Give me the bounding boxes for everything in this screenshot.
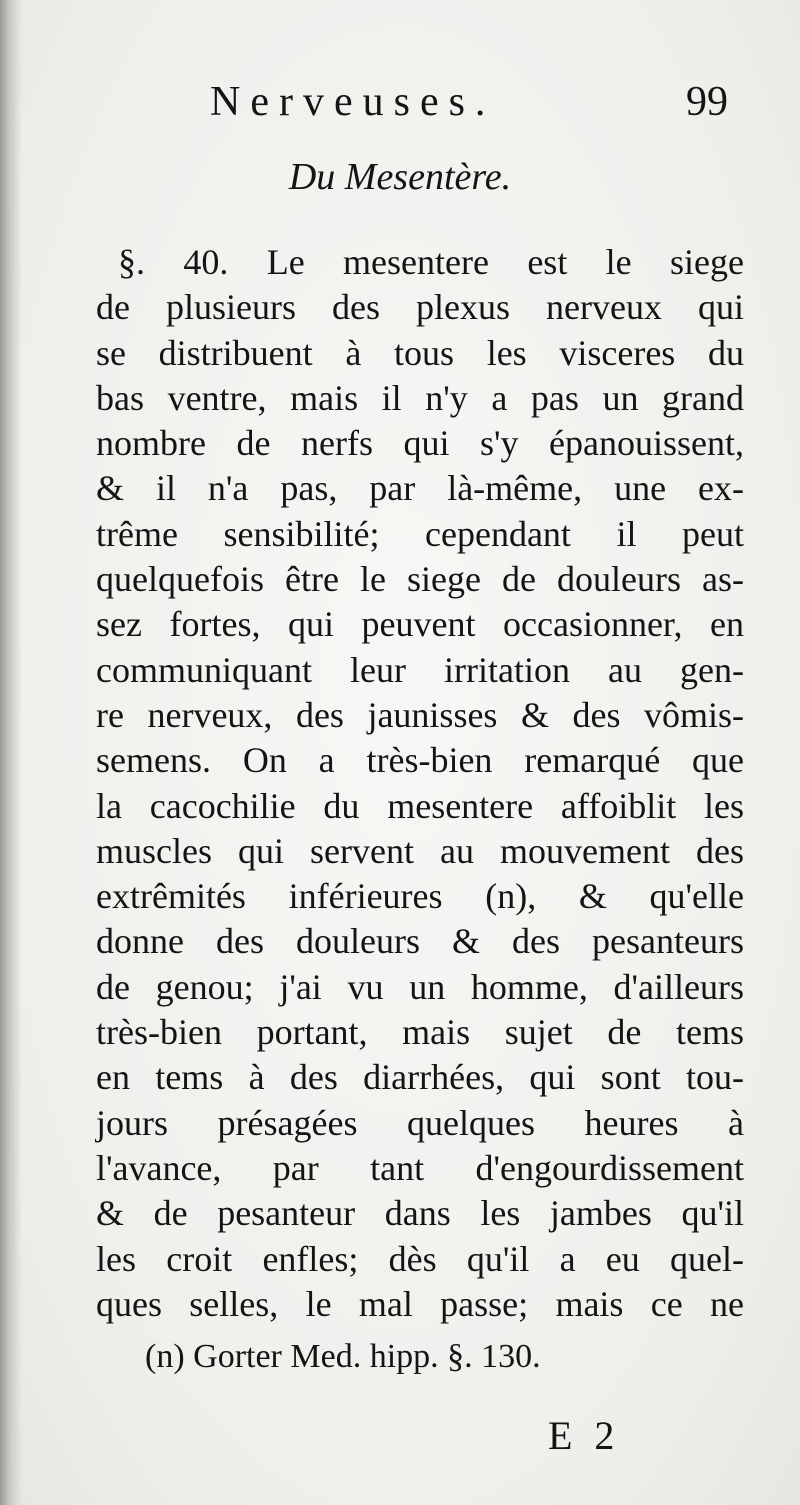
- text-line: communiquant leur irritation au gen-: [96, 649, 744, 690]
- text-line: se distribuent à tous les visceres du: [96, 332, 744, 373]
- running-head: Nerveuses.: [210, 79, 496, 125]
- text-line: semens. On a très-bien remarqué que: [96, 740, 744, 781]
- text-line: l'avance, par tant d'engourdissement: [96, 1147, 744, 1188]
- text-line: les croit enfles; dès qu'il a eu quel-: [96, 1238, 744, 1279]
- signature-mark: E 2: [548, 1413, 621, 1458]
- text-line: bas ventre, mais il n'y a pas un grand: [96, 377, 744, 418]
- text-line: donne des douleurs & des pesanteurs: [96, 921, 744, 962]
- text-line: la cacochilie du mesentere affoiblit les: [96, 785, 744, 826]
- text-line: §. 40. Le mesentere est le siege: [118, 242, 744, 282]
- text-line: re nerveux, des jaunisses & des vômis-: [96, 694, 744, 735]
- page-gutter-shadow: [0, 0, 22, 1505]
- text-line: de genou; j'ai vu un homme, d'ailleurs: [96, 966, 744, 1007]
- text-line: nombre de nerfs qui s'y épanouissent,: [96, 423, 744, 464]
- footnote: (n) Gorter Med. hipp. §. 130.: [145, 1338, 541, 1375]
- text-line: muscles qui servent au mouvement des: [96, 830, 744, 871]
- text-line: jours présagées quelques heures à: [96, 1102, 744, 1143]
- text-line: & il n'a pas, par là-même, une ex-: [96, 468, 744, 509]
- text-line: en tems à des diarrhées, qui sont tou-: [96, 1057, 744, 1098]
- body-text: [96, 240, 744, 1327]
- text-line: extrêmités inférieures (n), & qu'elle: [96, 876, 744, 917]
- text-line: & de pesanteur dans les jambes qu'il: [96, 1193, 744, 1234]
- text-line: trême sensibilité; cependant il peut: [96, 513, 744, 554]
- text-line: très-bien portant, mais sujet de tems: [96, 1012, 744, 1053]
- section-heading: Du Mesentère.: [288, 156, 512, 198]
- text-line: sez fortes, qui peuvent occasionner, en: [96, 604, 744, 645]
- text-line: ques selles, le mal passe; mais ce ne: [96, 1283, 744, 1324]
- text-line: quelquefois être le siege de douleurs as-: [96, 559, 744, 600]
- text-line: de plusieurs des plexus nerveux qui: [96, 287, 744, 328]
- page-number: 99: [686, 79, 728, 125]
